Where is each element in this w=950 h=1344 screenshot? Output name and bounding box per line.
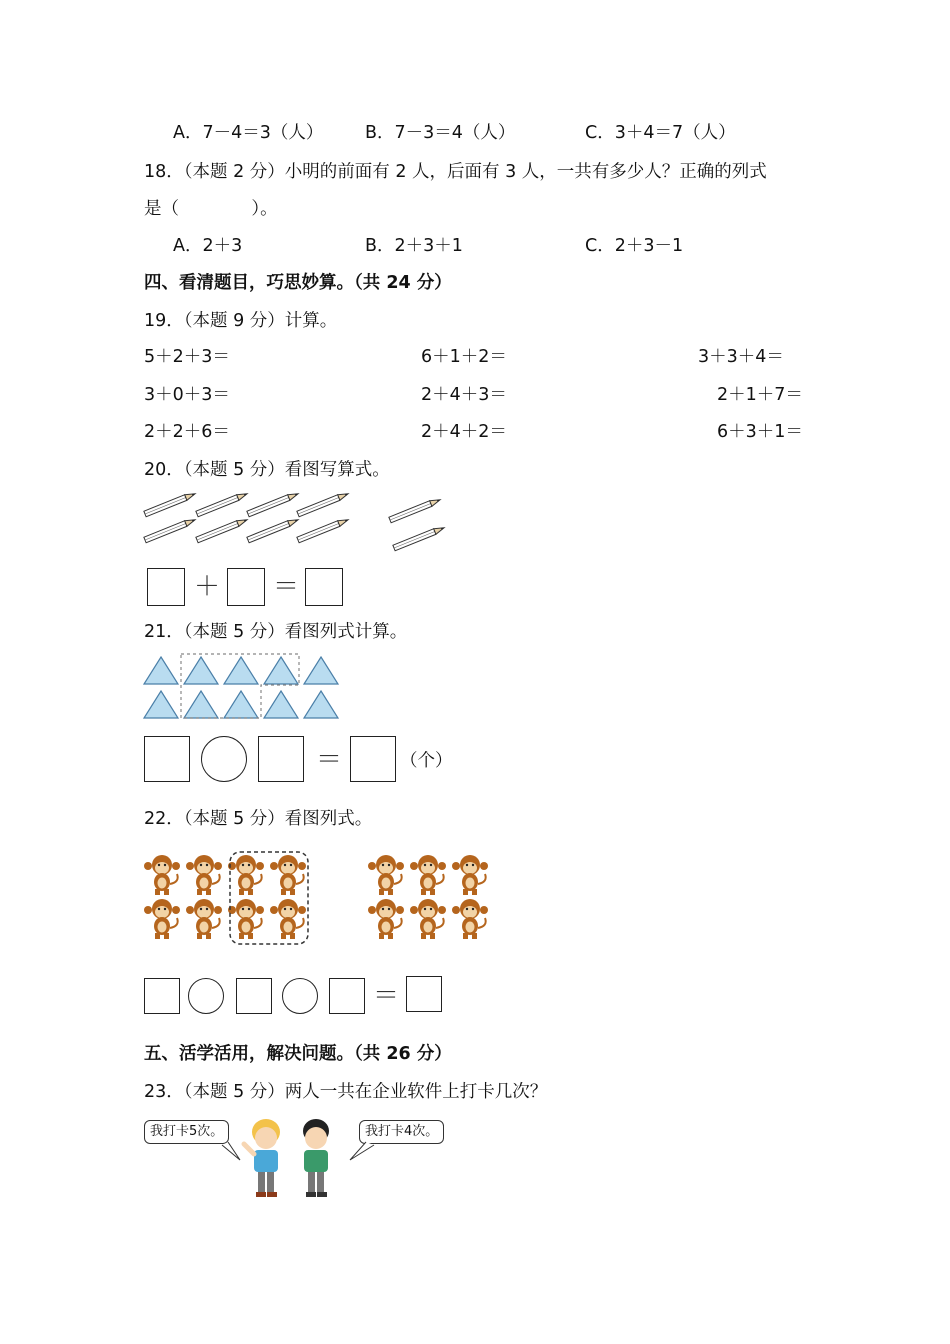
- triangle-icon: [304, 691, 338, 718]
- boy-dark-hair-icon: [303, 1119, 329, 1197]
- q18-option-a: A．2＋3: [173, 236, 243, 256]
- q17-option-c: C．3＋4＝7（人）: [585, 123, 736, 143]
- q21-title: 21．（本题 5 分）看图列式计算。: [144, 622, 408, 642]
- speech-bubble-right: 我打卡4次。: [359, 1120, 444, 1144]
- children-illustration: [144, 1112, 344, 1202]
- pencil-icon: [297, 517, 349, 543]
- q20-title: 20．（本题 5 分）看图写算式。: [144, 460, 390, 480]
- triangle-icon: [264, 657, 298, 684]
- monkey-icon: [410, 899, 446, 939]
- q18-option-c: C．2＋3－1: [585, 236, 684, 256]
- q23-title: 23．（本题 5 分）两人一共在企业软件上打卡几次？: [144, 1082, 548, 1102]
- q18-question-line2: 是（ ）。: [144, 199, 278, 219]
- pencil-icon: [393, 525, 445, 551]
- q19-title: 19．（本题 9 分）计算。: [144, 311, 338, 331]
- monkey-illustration: [144, 850, 504, 950]
- triangle-icon: [224, 691, 258, 718]
- q19-expr: 2＋2＋6＝: [144, 422, 230, 442]
- triangle-icon: [184, 691, 218, 718]
- pencil-icon: [196, 517, 248, 543]
- section-4-heading: 四、看清题目，巧思妙算。（共 24 分）: [144, 273, 452, 293]
- equals-sign: ＝: [373, 981, 400, 1011]
- answer-box[interactable]: [350, 736, 396, 782]
- q19-expr: 6＋1＋2＝: [421, 347, 507, 367]
- q22-title: 22．（本题 5 分）看图列式。: [144, 809, 373, 829]
- answer-box[interactable]: [227, 568, 265, 606]
- monkey-icon: [144, 855, 180, 895]
- monkey-icon: [186, 899, 222, 939]
- monkey-icon: [410, 855, 446, 895]
- answer-box[interactable]: [236, 978, 272, 1014]
- q19-expr: 3＋0＋3＝: [144, 385, 230, 405]
- pencil-illustration: [140, 494, 460, 554]
- answer-box[interactable]: [305, 568, 343, 606]
- operator-circle[interactable]: [201, 736, 247, 782]
- pencil-icon: [144, 491, 196, 517]
- q19-expr: 2＋4＋2＝: [421, 422, 507, 442]
- answer-box[interactable]: [258, 736, 304, 782]
- q19-expr: 2＋4＋3＝: [421, 385, 507, 405]
- q19-expr: 2＋1＋7＝: [717, 385, 803, 405]
- answer-box[interactable]: [406, 976, 442, 1012]
- pencil-icon: [297, 491, 349, 517]
- monkey-icon: [452, 899, 488, 939]
- triangle-icon: [224, 657, 258, 684]
- section-5-heading: 五、活学活用，解决问题。（共 26 分）: [144, 1044, 452, 1064]
- operator-circle[interactable]: [282, 978, 318, 1014]
- pencil-icon: [144, 517, 196, 543]
- pencil-icon: [196, 491, 248, 517]
- triangle-icon: [264, 691, 298, 718]
- monkey-icon: [144, 899, 180, 939]
- triangle-icon: [144, 657, 178, 684]
- operator-circle[interactable]: [188, 978, 224, 1014]
- answer-box[interactable]: [144, 978, 180, 1014]
- q19-expr: 6＋3＋1＝: [717, 422, 803, 442]
- triangle-icon: [304, 657, 338, 684]
- answer-box[interactable]: [144, 736, 190, 782]
- speech-bubble-left: 我打卡5次。: [144, 1120, 229, 1144]
- monkey-icon: [228, 899, 264, 939]
- q18-option-b: B．2＋3＋1: [365, 236, 463, 256]
- monkey-icon: [186, 855, 222, 895]
- monkey-icon: [270, 855, 306, 895]
- triangle-icon: [184, 657, 218, 684]
- equals-sign: ＝: [273, 572, 300, 602]
- monkey-icon: [368, 855, 404, 895]
- monkey-icon: [452, 855, 488, 895]
- monkey-icon: [368, 899, 404, 939]
- monkey-icon: [270, 899, 306, 939]
- answer-box[interactable]: [329, 978, 365, 1014]
- answer-box[interactable]: [147, 568, 185, 606]
- pencil-icon: [247, 491, 299, 517]
- q17-option-b: B．7－3＝4（人）: [365, 123, 516, 143]
- unit-label: （个）: [400, 751, 453, 771]
- q17-option-a: A．7－4＝3（人）: [173, 123, 324, 143]
- equals-sign: ＝: [316, 745, 343, 775]
- pencil-icon: [247, 517, 299, 543]
- triangle-icon: [144, 691, 178, 718]
- plus-sign: ＋: [194, 572, 221, 602]
- monkey-icon: [228, 855, 264, 895]
- q19-expr: 5＋2＋3＝: [144, 347, 230, 367]
- boy-blonde-icon: [244, 1119, 280, 1197]
- pencil-icon: [389, 497, 441, 523]
- triangle-illustration: [143, 653, 343, 723]
- q18-question-line1: 18．（本题 2 分）小明的前面有 2 人，后面有 3 人，一共有多少人？正确的列式: [144, 162, 767, 182]
- q19-expr: 3＋3＋4＝: [698, 347, 784, 367]
